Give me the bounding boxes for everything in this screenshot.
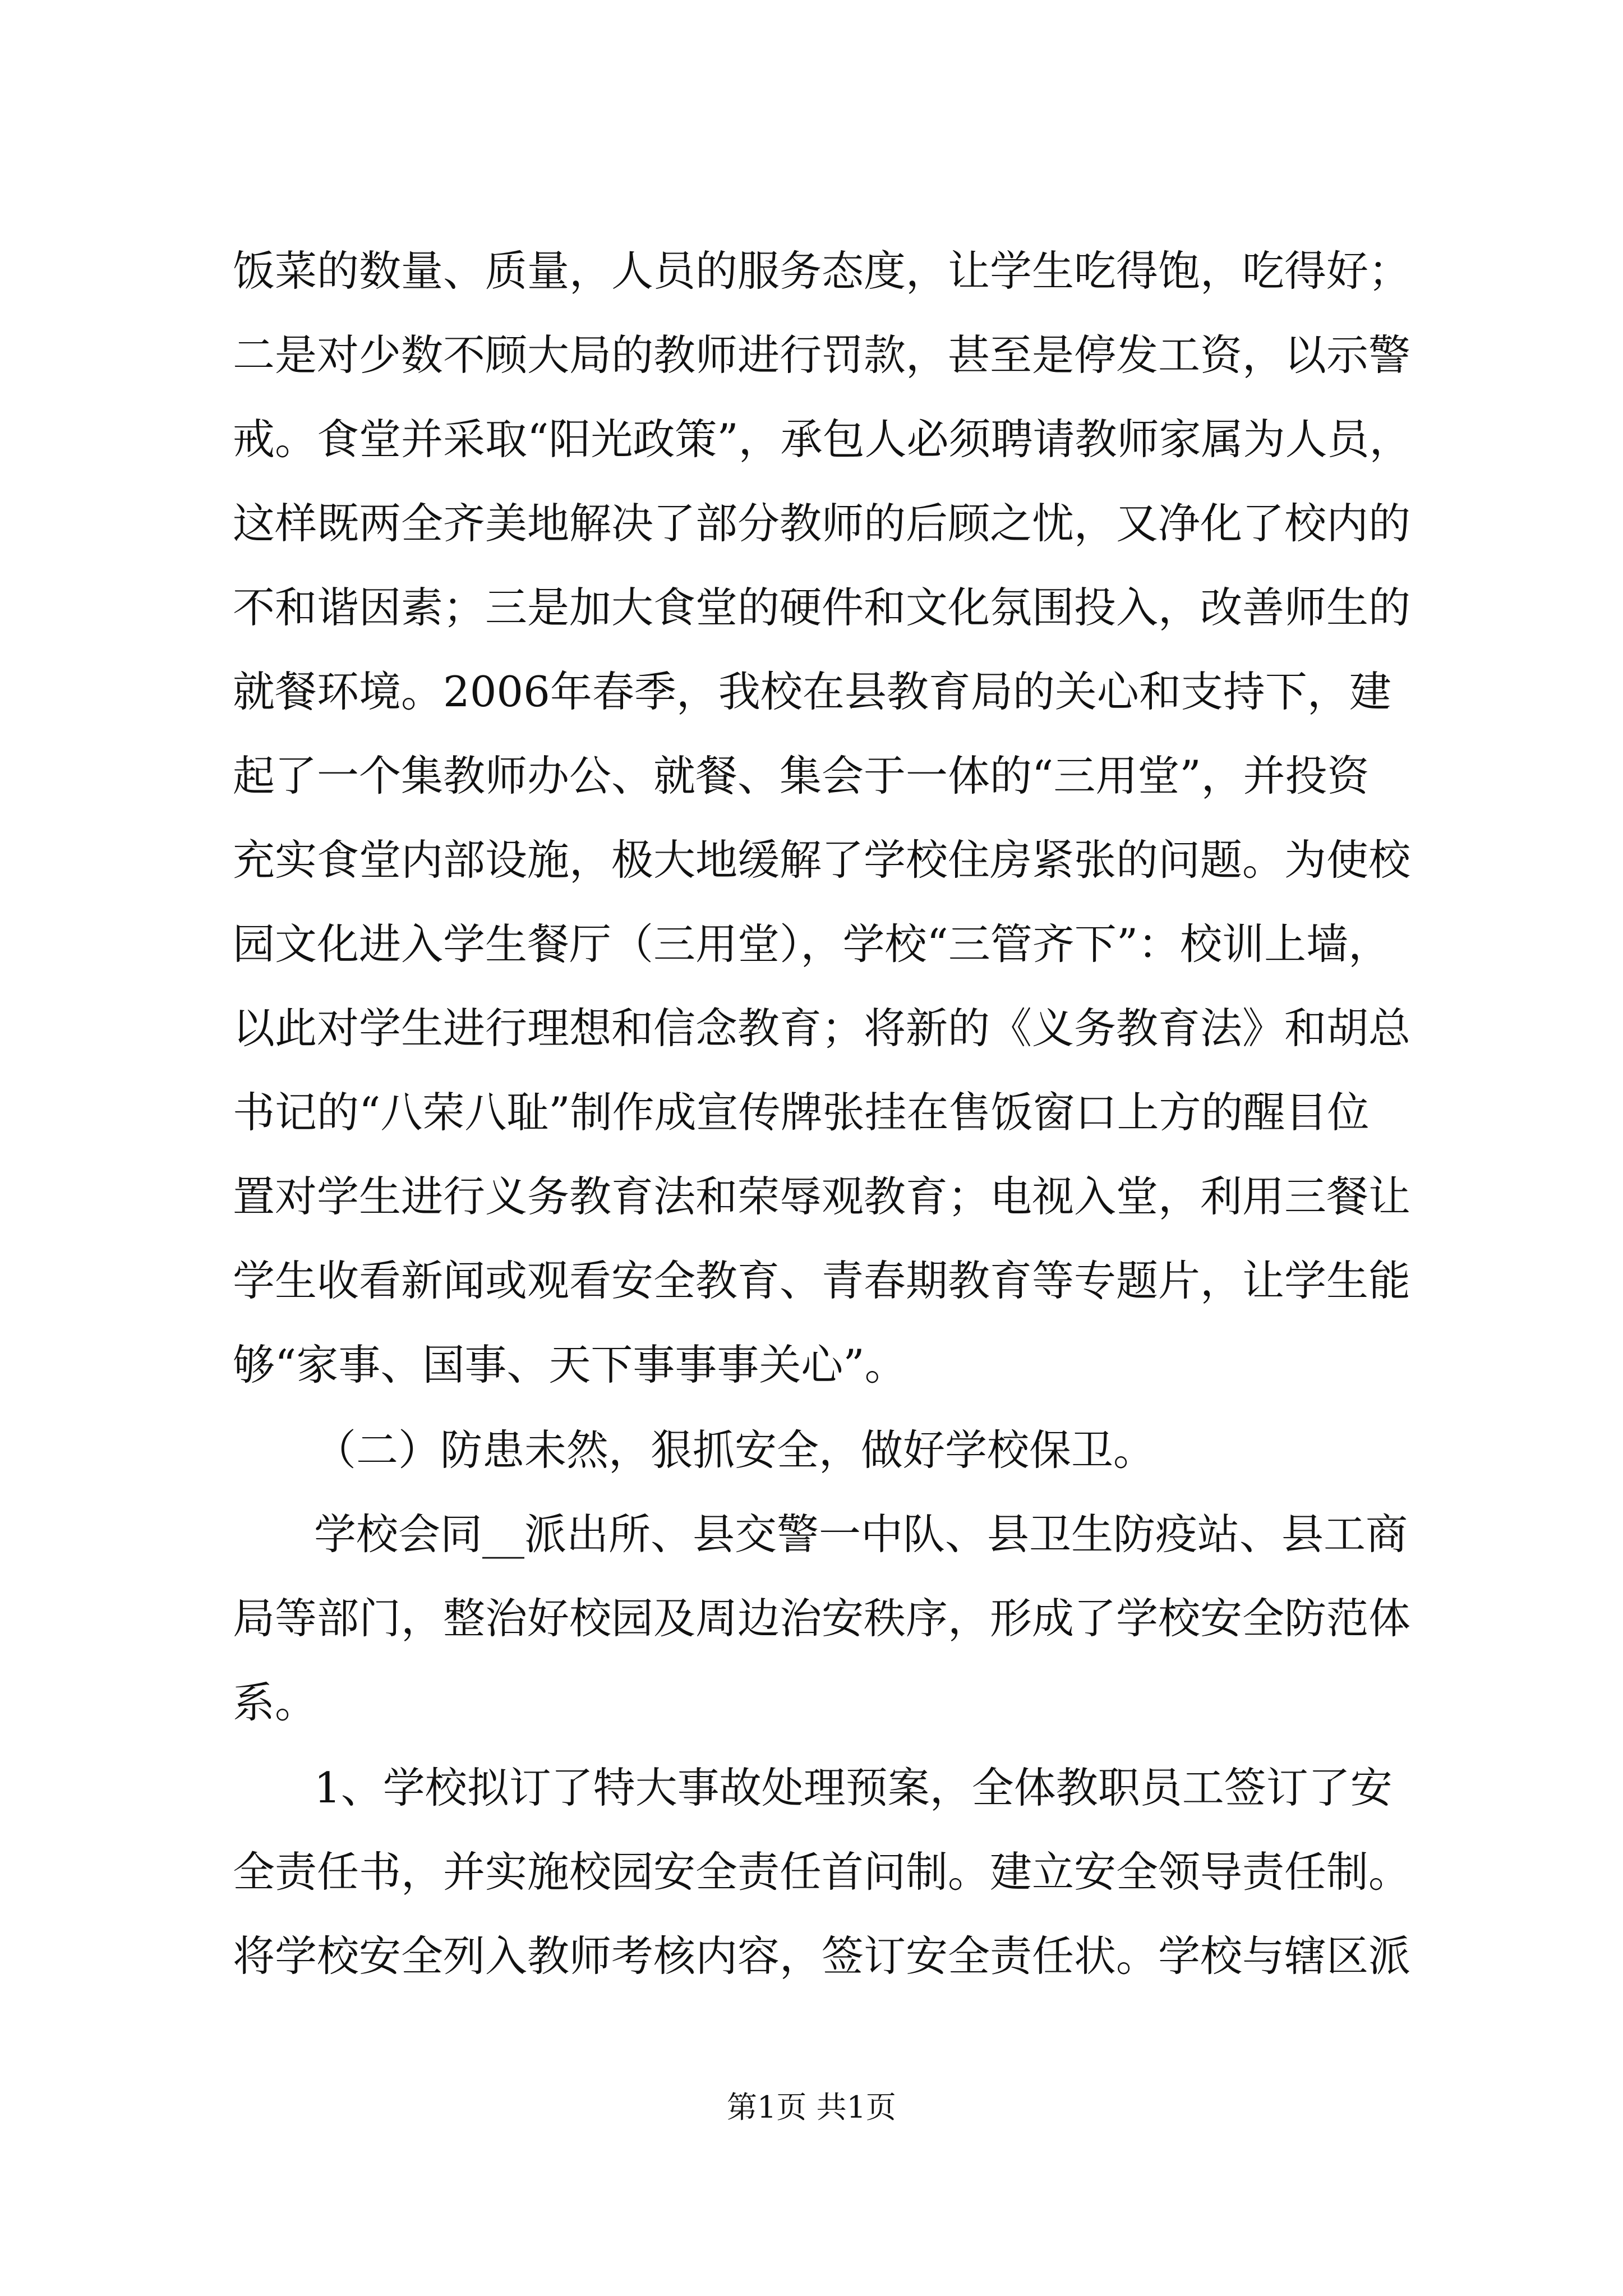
paragraph-line: 充实食堂内部设施，极大地缓解了学校住房紧张的问题。为使校	[233, 835, 1411, 885]
section-heading: （二）防患未然，狠抓安全，做好学校保卫。	[314, 1425, 1156, 1475]
paragraph-line: 园文化进入学生餐厅（三用堂），学校“三管齐下”：校训上墙，	[233, 919, 1391, 969]
paragraph-line: 1、学校拟订了特大事故处理预案，全体教职员工签订了安	[314, 1763, 1393, 1812]
paragraph-line: 局等部门，整治好校园及周边治安秩序，形成了学校安全防范体	[233, 1594, 1411, 1643]
page-footer: 第1页 共1页	[727, 2090, 896, 2125]
paragraph-line: 就餐环境。2006年春季，我校在县教育局的关心和支持下，建	[233, 667, 1391, 716]
paragraph-line: 够“家事、国事、天下事事事关心”。	[233, 1340, 907, 1389]
paragraph-line: 二是对少数不顾大局的教师进行罚款，甚至是停发工资，以示警	[233, 330, 1411, 380]
paragraph-line: 置对学生进行义务教育法和荣辱观教育；电视入堂，利用三餐让	[233, 1172, 1411, 1221]
paragraph-line: 以此对学生进行理想和信念教育；将新的《义务教育法》和胡总	[233, 1004, 1411, 1053]
paragraph-line: 将学校安全列入教师考核内容，签订安全责任状。学校与辖区派	[233, 1931, 1411, 1981]
paragraph-line: 书记的“八荣八耻”制作成宣传牌张挂在售饭窗口上方的醒目位	[233, 1088, 1370, 1137]
paragraph-line: 起了一个集教师办公、就餐、集会于一体的“三用堂”，并投资	[233, 751, 1370, 800]
paragraph-line: 饭菜的数量、质量，人员的服务态度，让学生吃得饱，吃得好；	[233, 246, 1411, 296]
paragraph-line: 这样既两全齐美地解决了部分教师的后顾之忧，又净化了校内的	[233, 499, 1411, 548]
paragraph-line: 系。	[233, 1678, 317, 1727]
paragraph-line: 学生收看新闻或观看安全教育、青春期教育等专题片，让学生能	[233, 1256, 1411, 1305]
paragraph-line: 不和谐因素；三是加大食堂的硬件和文化氛围投入，改善师生的	[233, 583, 1411, 632]
paragraph-line: 全责任书，并实施校园安全责任首问制。建立安全领导责任制。	[233, 1847, 1411, 1897]
paragraph-line: 学校会同__派出所、县交警一中队、县卫生防疫站、县工商	[314, 1510, 1408, 1559]
paragraph-line: 戒。食堂并采取“阳光政策”，承包人必须聘请教师家属为人员，	[233, 415, 1412, 464]
